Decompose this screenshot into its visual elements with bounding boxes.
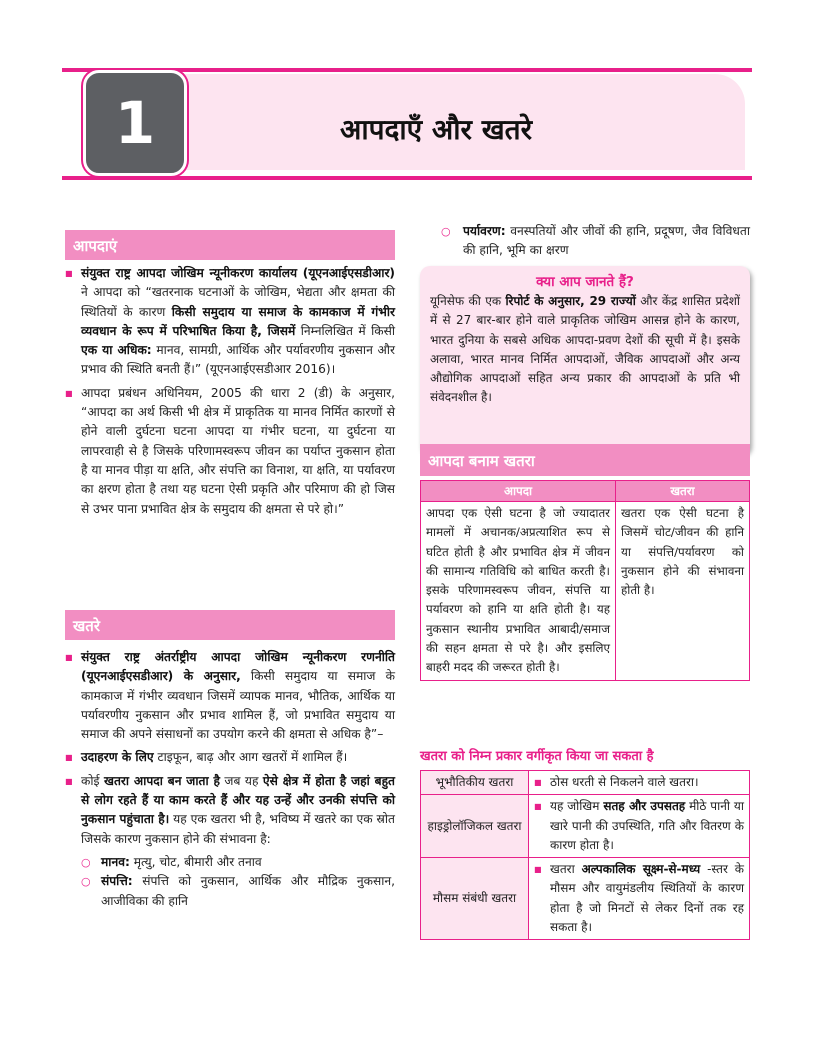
classification-text: ■ यह जोखिम सतह और उपसतह मीठे पानी या खारे पानी की उपस्थिति, गति और वितरण के कारण होता है। (529, 795, 750, 858)
header-bottom-rule (62, 176, 752, 180)
list-item: ■ उदाहरण के लिए टाइफून, बाढ़ और आग खतरों में शामिल हैं। (65, 748, 395, 767)
sub-list-item: ○ पर्यावरण: वनस्पतियों और जीवों की हानि, प्रदूषण, जैव विविधता की हानि, भूमि का क्षरण (425, 222, 750, 261)
classification-text: ■ खतरा अल्पकालिक सूक्ष्म-से-मध्य -स्तर के मौसम और वायुमंडलीय स्थितियों के कारण होता है जो मिनटों से लेकर दिनों तक रह सकता है। (529, 858, 750, 940)
aapdaen-body (65, 264, 395, 523)
did-you-know-title: क्या आप जानते हैं? (536, 274, 634, 290)
table-row (421, 858, 750, 940)
comparison-cell-aapda: आपदा एक ऐसी घटना है जो ज्यादातर मामलों में अचानक/अप्रत्याशित रूप से घटित होती है और प्रभावित क्षेत्र में जीवन की सामान्य गतिविधि को बाधित करती है। इसके परिणामस्वरूप जीवन, संपत्ति या पर्यावरण को हानि या क्षति होती है। यह नुकसान स्थानीय प्रभावित आबादी/समाज की सहन क्षमता से परे है। और इसलिए बाहरी मदद की जरूरत होती है। (421, 502, 616, 681)
khatre-body (65, 648, 395, 911)
table-row (421, 795, 750, 858)
list-item: ■ कोई खतरा आपदा बन जाता है जब यह ऐसे क्षेत्र में होता है जहां बहुत से लोग रहते हैं या काम करते हैं और यह उन्हें और उनकी संपत्ति को नुकसान पहुंचाता है। यह एक खतरा भी है, भविष्य में खतरे का एक स्रोत जिसके कारण नुकसान होने की संभावना है: (65, 772, 395, 849)
section-heading-comparison: आपदा बनाम खतरा (420, 444, 750, 476)
sub-list-item: ○ संपत्ति: संपत्ति को नुकसान, आर्थिक और मौद्रिक नुकसान, आजीविका की हानि (65, 872, 395, 911)
section-heading-aapdaen: आपदाएं (65, 230, 395, 260)
table-row (421, 771, 750, 795)
classification-label: मौसम संबंधी खतरा (421, 858, 529, 940)
classification-table (420, 770, 750, 940)
section-heading-khatre: खतरे (65, 610, 395, 640)
comparison-table (420, 480, 750, 681)
list-item: ■ आपदा प्रबंधन अधिनियम, 2005 की धारा 2 (डी) के अनुसार, “आपदा का अर्थ किसी भी क्षेत्र में प्राकृतिक या मानव निर्मित कारणों से होने वाली दुर्घटना घटना आपदा या गंभीर घटना, या दुर्घटना या लापरवाही से है जिसके परिणामस्वरूप जीवन का पर्याप्त नुकसान होता है या मानव पीड़ा या क्षति, और संपत्ति का विनाश, या क्षति, या पर्यावरण का क्षरण होता है तथा यह घटना ऐसी प्रकृति और परिमाण की हो जिस से उभर पाना प्रभावित क्षेत्र के समुदाय की क्षमता से परे हो।” (65, 384, 395, 519)
did-you-know-box (420, 266, 750, 454)
comparison-col-aapda: आपदा (421, 481, 616, 502)
classification-label: भूभौतिकीय खतरा (421, 771, 529, 795)
classification-title: खतरा को निम्न प्रकार वर्गीकृत किया जा सकता है (420, 749, 654, 764)
sub-list-item: ○ मानव: मृत्यु, चोट, बीमारी और तनाव (65, 853, 395, 872)
comparison-cell-khatra: खतरा एक ऐसी घटना है जिसमें चोट/जीवन की हानि या संपत्ति/पर्यावरण को नुकसान होने की संभावना होती है। (616, 502, 750, 681)
chapter-title: आपदाएँ और खतरे (340, 113, 533, 146)
did-you-know-text: यूनिसेफ की एक रिपोर्ट के अनुसार, 29 राज्यों और केंद्र शासित प्रदेशों में से 27 बार-बार होने वाले प्राकृतिक जोखिम आसन्न होने के कारण, भारत दुनिया के सबसे अधिक आपदा-प्रवण देशों की सूची में है। इसके अलावा, भारत मानव निर्मित आपदाओं, जैविक आपदाओं और अन्य औद्योगिक आपदाओं सहित अन्य प्रकार की आपदाओं के प्रति भी संवेदनशील है। (430, 294, 741, 405)
khatre-continued (425, 222, 750, 261)
chapter-number: 1 (83, 70, 187, 176)
list-item: ■ संयुक्त राष्ट्र अंतर्राष्ट्रीय आपदा जोखिम न्यूनीकरण रणनीति (यूएनआईएसडीआर) के अनुसार, किसी समुदाय या समाज के कामकाज में गंभीर व्यवधान जिसमें व्यापक मानव, भौतिक, आर्थिक या पर्यावरणीय नुकसान और प्रभाव शामिल हैं, जो प्रभावित समुदाय या समाज की अपने संसाधनों का उपयोग करने की क्षमता से अधिक है”– (65, 648, 395, 744)
list-item: ■ संयुक्त राष्ट्र आपदा जोखिम न्यूनीकरण कार्यालय (यूएनआईएसडीआर) ने आपदा को “खतरनाक घटनाओं के जोखिम, भेद्यता और क्षमता की स्थितियों के कारण किसी समुदाय या समाज के कामकाज में गंभीर व्यवधान के रूप में परिभाषित किया है, जिसमें निम्नलिखित में किसी एक या अधिक: मानव, सामग्री, आर्थिक और पर्यावरणीय नुकसान और प्रभाव की स्थिति बनती हैं।” (यूएनआईएसडीआर 2016)। (65, 264, 395, 380)
classification-label: हाइड्रोलॉजिकल खतरा (421, 795, 529, 858)
comparison-col-khatra: खतरा (616, 481, 750, 502)
classification-text: ■ ठोस धरती से निकलने वाले खतरा। (529, 771, 750, 795)
